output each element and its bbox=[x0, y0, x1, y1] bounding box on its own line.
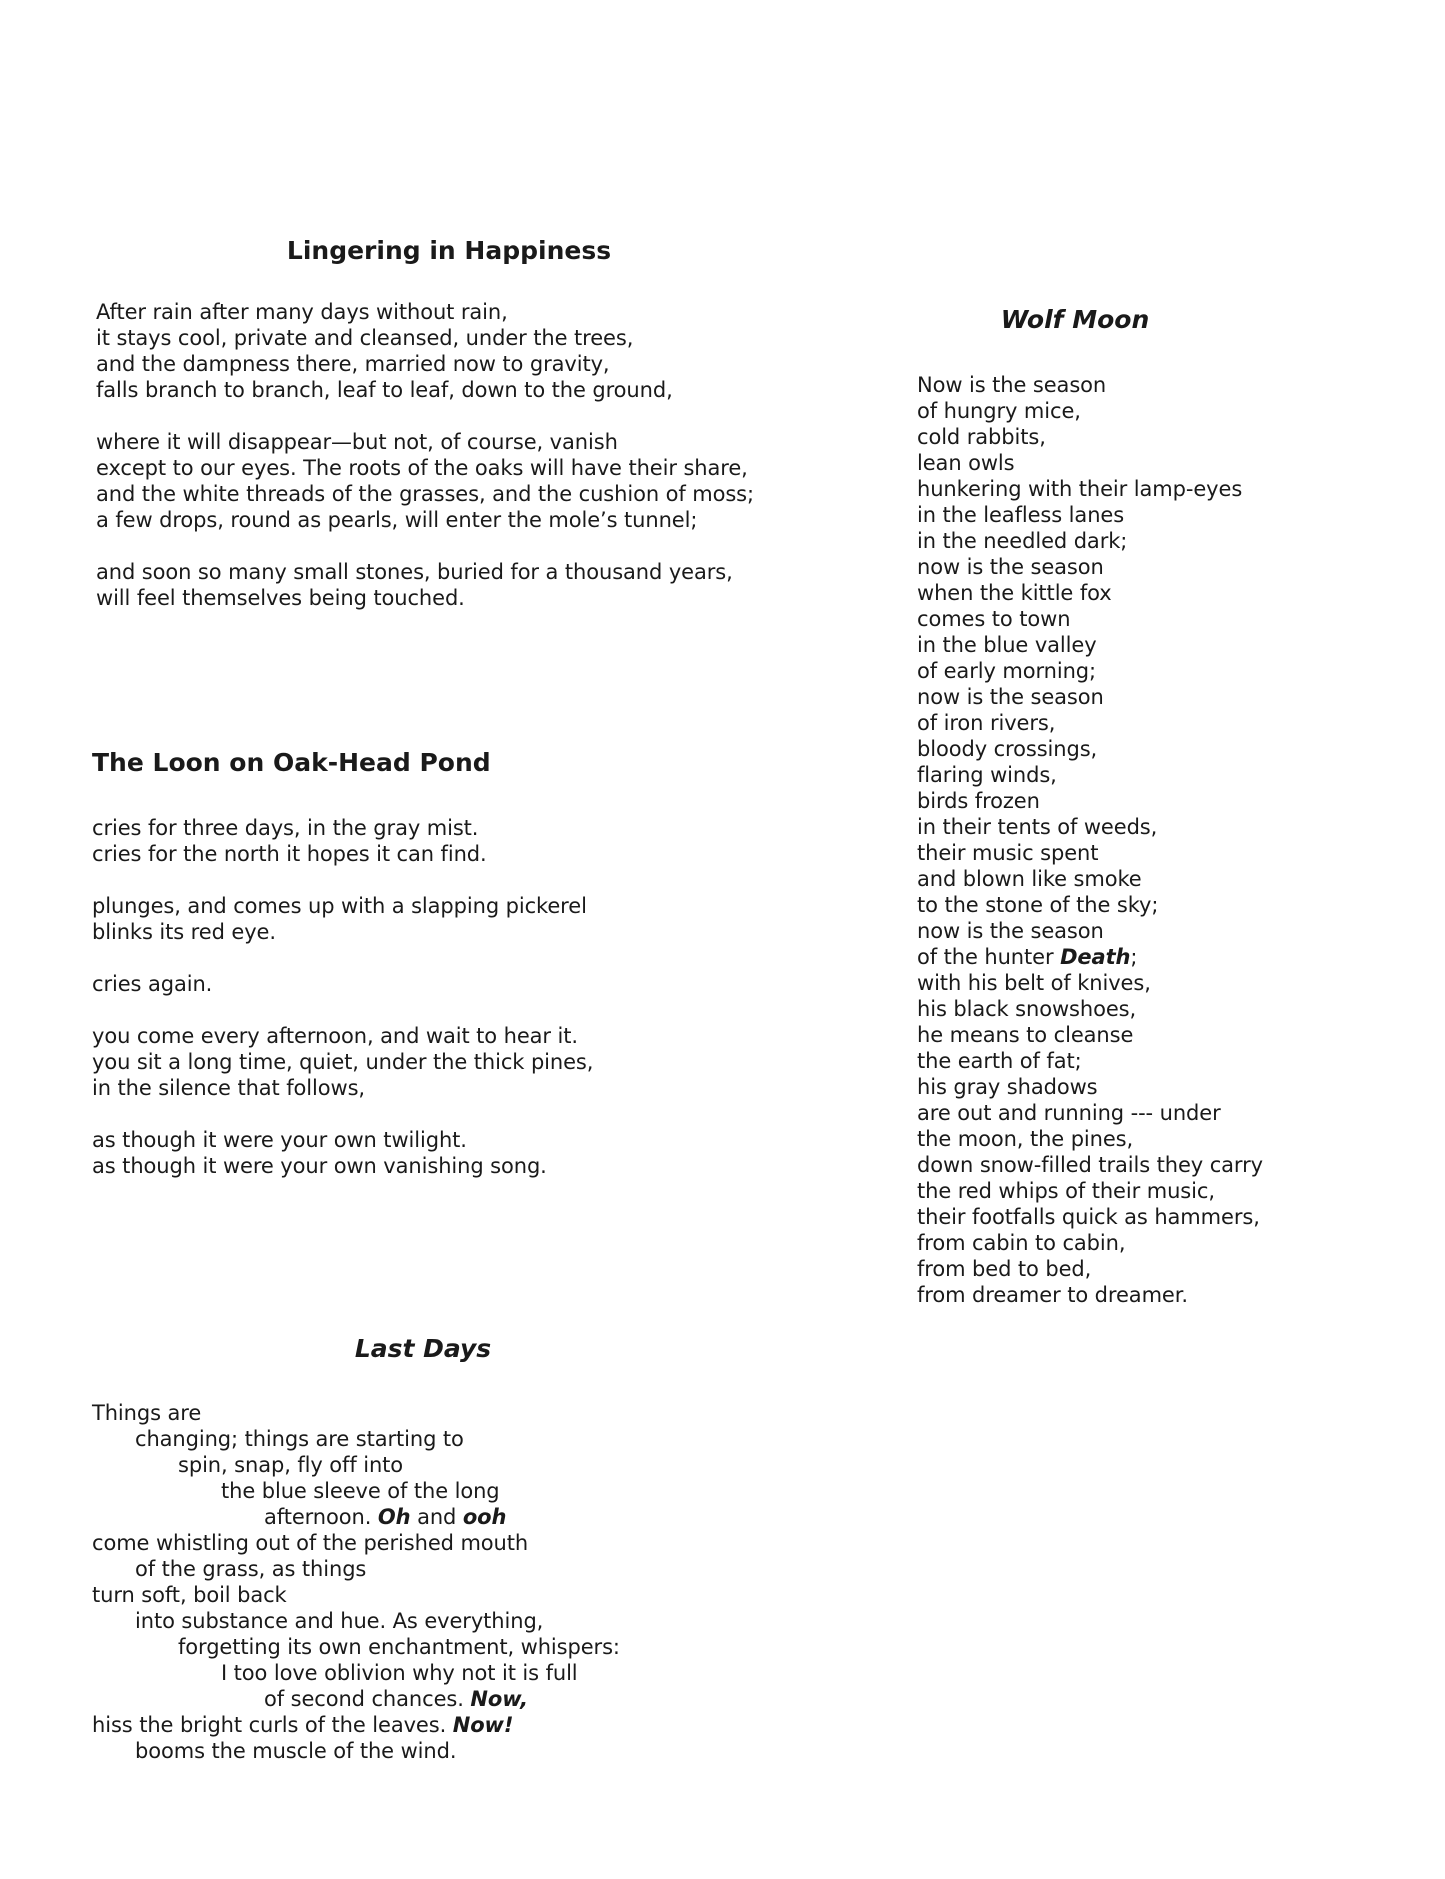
poem-body bbox=[92, 1400, 732, 1764]
poem-line bbox=[917, 476, 1397, 502]
line-text: Things are bbox=[92, 1401, 202, 1425]
line-text: their footfalls quick as hammers, bbox=[917, 1205, 1260, 1229]
line-text: the moon, the pines, bbox=[917, 1127, 1134, 1151]
line-text: of the hunter bbox=[917, 945, 1061, 969]
line-text: his gray shadows bbox=[917, 1075, 1098, 1099]
poem-line bbox=[917, 1230, 1397, 1256]
poem-body bbox=[917, 372, 1397, 1308]
poem-line: falls branch to branch, leaf to leaf, down to the ground, bbox=[96, 378, 673, 402]
poem-line bbox=[917, 1074, 1397, 1100]
poem-line: you sit a long time, quiet, under the thick pines, bbox=[92, 1050, 594, 1074]
poem-line bbox=[917, 1048, 1397, 1074]
poem-line bbox=[917, 1100, 1397, 1126]
stanza-break bbox=[96, 533, 816, 559]
line-text: turn soft, boil back bbox=[92, 1583, 287, 1607]
line-text: forgetting its own enchantment, whispers: bbox=[178, 1635, 620, 1659]
line-text: to the stone of the sky; bbox=[917, 893, 1159, 917]
poem-body bbox=[92, 815, 652, 1179]
poem-line: plunges, and comes up with a slapping pickerel bbox=[92, 894, 587, 918]
line-text: bloody crossings, bbox=[917, 737, 1098, 761]
poem-line bbox=[917, 450, 1397, 476]
poem-line bbox=[92, 1504, 732, 1530]
line-text: are out and running --- under bbox=[917, 1101, 1221, 1125]
poem-line bbox=[917, 684, 1397, 710]
poem-line bbox=[917, 866, 1397, 892]
line-text: lean owls bbox=[917, 451, 1015, 475]
poem-line bbox=[917, 1282, 1397, 1308]
poem-line bbox=[917, 918, 1397, 944]
poem-line: cries again. bbox=[92, 972, 213, 996]
poem-line: it stays cool, private and cleansed, under the trees, bbox=[96, 326, 634, 350]
poem-line bbox=[92, 1582, 732, 1608]
poem-line bbox=[92, 1426, 732, 1452]
poem-line: blinks its red eye. bbox=[92, 920, 276, 944]
poem-line bbox=[917, 814, 1397, 840]
poem-wolf-moon bbox=[917, 305, 1397, 1308]
poem-line bbox=[917, 944, 1397, 970]
line-text: and blown like smoke bbox=[917, 867, 1142, 891]
emphasis-text: Now! bbox=[452, 1713, 514, 1737]
poem-title: Lingering in Happiness bbox=[286, 236, 612, 265]
line-text: from dreamer to dreamer. bbox=[917, 1283, 1188, 1307]
emphasis-text: Death bbox=[1060, 945, 1131, 969]
poem-line: as though it were your own vanishing song. bbox=[92, 1154, 547, 1178]
poem-line: you come every afternoon, and wait to hear it. bbox=[92, 1024, 578, 1048]
poem-line bbox=[917, 606, 1397, 632]
line-text: come whistling out of the perished mouth bbox=[92, 1531, 529, 1555]
stanza-break bbox=[92, 945, 652, 971]
poem-line bbox=[92, 1634, 732, 1660]
emphasis-text: Oh bbox=[377, 1505, 411, 1529]
poem-line bbox=[917, 1178, 1397, 1204]
line-text: comes to town bbox=[917, 607, 1071, 631]
poem-line bbox=[917, 502, 1397, 528]
line-text: hunkering with their lamp-eyes bbox=[917, 477, 1243, 501]
emphasis-text: ooh bbox=[462, 1505, 507, 1529]
line-text: flaring winds, bbox=[917, 763, 1057, 787]
line-text: his black snowshoes, bbox=[917, 997, 1137, 1021]
poem-line bbox=[92, 1686, 732, 1712]
poem-line bbox=[917, 580, 1397, 606]
line-text: now is the season bbox=[917, 685, 1104, 709]
poem-title: Last Days bbox=[354, 1334, 492, 1363]
line-text: the blue sleeve of the long bbox=[221, 1479, 500, 1503]
poem-line: will feel themselves being touched. bbox=[96, 586, 465, 610]
poem-line bbox=[917, 1126, 1397, 1152]
stanza-break bbox=[92, 867, 652, 893]
line-text: of second chances. bbox=[264, 1687, 471, 1711]
poem-line bbox=[917, 996, 1397, 1022]
line-text: cold rabbits, bbox=[917, 425, 1046, 449]
poem-line bbox=[92, 1452, 732, 1478]
poem-line bbox=[92, 1660, 732, 1686]
poem-loon-on-oak-head-pond bbox=[92, 748, 652, 1179]
poem-body bbox=[96, 299, 816, 611]
line-text: of the grass, as things bbox=[135, 1557, 367, 1581]
poem-line bbox=[917, 1256, 1397, 1282]
poem-line bbox=[92, 1400, 732, 1426]
poem-line bbox=[917, 1152, 1397, 1178]
line-text: in their tents of weeds, bbox=[917, 815, 1158, 839]
poem-line: in the silence that follows, bbox=[92, 1076, 366, 1100]
line-text: afternoon. bbox=[264, 1505, 378, 1529]
poem-line bbox=[92, 1608, 732, 1634]
poem-line: After rain after many days without rain, bbox=[96, 300, 508, 324]
poem-line: and the dampness there, married now to gravity, bbox=[96, 352, 610, 376]
line-text: when the kittle fox bbox=[917, 581, 1112, 605]
line-text: from cabin to cabin, bbox=[917, 1231, 1126, 1255]
line-text: the earth of fat; bbox=[917, 1049, 1082, 1073]
poem-line bbox=[917, 398, 1397, 424]
line-text: hiss the bright curls of the leaves. bbox=[92, 1713, 453, 1737]
line-text: down snow-filled trails they carry bbox=[917, 1153, 1263, 1177]
poem-line: and the white threads of the grasses, and the cushion of moss; bbox=[96, 482, 754, 506]
line-text: of early morning; bbox=[917, 659, 1097, 683]
line-text: with his belt of knives, bbox=[917, 971, 1151, 995]
poem-line bbox=[917, 892, 1397, 918]
poem-line bbox=[917, 788, 1397, 814]
poem-line bbox=[917, 528, 1397, 554]
poem-line: as though it were your own twilight. bbox=[92, 1128, 467, 1152]
poem-line: cries for the north it hopes it can find. bbox=[92, 842, 487, 866]
poem-line bbox=[917, 658, 1397, 684]
poem-title: Wolf Moon bbox=[1000, 305, 1150, 334]
poem-line bbox=[917, 736, 1397, 762]
emphasis-text: Now, bbox=[470, 1687, 529, 1711]
line-text: now is the season bbox=[917, 555, 1104, 579]
stanza-break bbox=[96, 403, 816, 429]
line-text: their music spent bbox=[917, 841, 1099, 865]
line-text: and bbox=[410, 1505, 463, 1529]
line-text: of hungry mice, bbox=[917, 399, 1081, 423]
line-text: booms the muscle of the wind. bbox=[135, 1739, 457, 1763]
line-text: in the leafless lanes bbox=[917, 503, 1125, 527]
poem-line bbox=[92, 1738, 732, 1764]
poem-line bbox=[917, 970, 1397, 996]
poem-line bbox=[917, 632, 1397, 658]
line-text: in the needled dark; bbox=[917, 529, 1128, 553]
poem-line: where it will disappear—but not, of course, vanish bbox=[96, 430, 618, 454]
line-text: he means to cleanse bbox=[917, 1023, 1134, 1047]
stanza-break bbox=[92, 997, 652, 1023]
poem-line bbox=[92, 1712, 732, 1738]
poem-line bbox=[92, 1530, 732, 1556]
poem-line bbox=[917, 1022, 1397, 1048]
poem-line bbox=[917, 762, 1397, 788]
poem-line bbox=[917, 710, 1397, 736]
line-text: in the blue valley bbox=[917, 633, 1097, 657]
poem-line bbox=[917, 840, 1397, 866]
poem-line bbox=[917, 1204, 1397, 1230]
line-text: from bed to bed, bbox=[917, 1257, 1092, 1281]
poem-line bbox=[917, 372, 1397, 398]
line-text: Now is the season bbox=[917, 373, 1107, 397]
poem-line: and soon so many small stones, buried for a thousand years, bbox=[96, 560, 733, 584]
line-text: changing; things are starting to bbox=[135, 1427, 464, 1451]
poem-line: cries for three days, in the gray mist. bbox=[92, 816, 479, 840]
poem-lingering-in-happiness bbox=[96, 236, 816, 611]
line-text: spin, snap, fly off into bbox=[178, 1453, 404, 1477]
poem-line bbox=[92, 1478, 732, 1504]
line-text: I too love oblivion why not it is full bbox=[221, 1661, 578, 1685]
stanza-break bbox=[92, 1101, 652, 1127]
line-text: the red whips of their music, bbox=[917, 1179, 1215, 1203]
line-text: birds frozen bbox=[917, 789, 1040, 813]
poem-title: The Loon on Oak-Head Pond bbox=[92, 748, 491, 777]
line-text: ; bbox=[1130, 945, 1138, 969]
poem-last-days bbox=[92, 1334, 732, 1764]
poem-line: except to our eyes. The roots of the oaks will have their share, bbox=[96, 456, 748, 480]
poem-line: a few drops, round as pearls, will enter the mole’s tunnel; bbox=[96, 508, 698, 532]
line-text: now is the season bbox=[917, 919, 1104, 943]
poem-line bbox=[92, 1556, 732, 1582]
line-text: into substance and hue. As everything, bbox=[135, 1609, 544, 1633]
poem-line bbox=[917, 424, 1397, 450]
line-text: of iron rivers, bbox=[917, 711, 1056, 735]
poem-line bbox=[917, 554, 1397, 580]
